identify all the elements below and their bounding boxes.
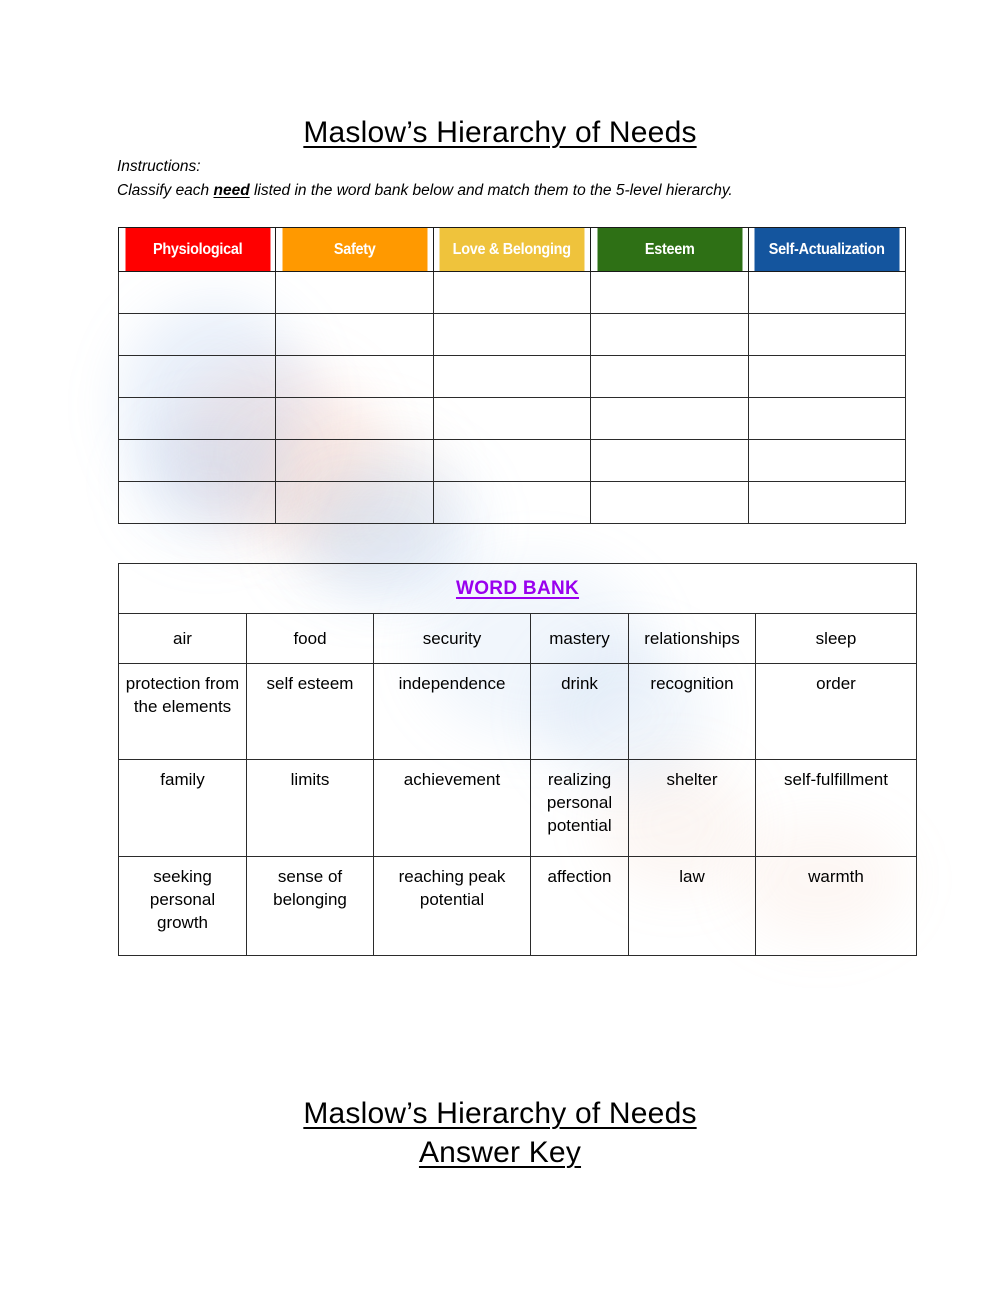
instructions-text-part1: Classify each bbox=[117, 182, 214, 199]
answer-cell[interactable] bbox=[276, 440, 433, 482]
answer-cell[interactable] bbox=[276, 314, 433, 356]
page-title bbox=[0, 116, 1000, 150]
answer-cell[interactable] bbox=[119, 356, 276, 398]
column-header-esteem: Esteem bbox=[596, 228, 742, 272]
word-bank-item[interactable]: self esteem bbox=[247, 664, 374, 760]
word-bank-item[interactable]: order bbox=[756, 664, 917, 760]
answer-cell[interactable] bbox=[119, 272, 276, 314]
word-bank-item[interactable]: warmth bbox=[756, 857, 917, 956]
word-bank-item[interactable]: protection from the elements bbox=[119, 664, 247, 760]
word-bank-item[interactable]: recognition bbox=[629, 664, 756, 760]
answer-cell[interactable] bbox=[433, 356, 590, 398]
word-bank-item[interactable]: sleep bbox=[756, 614, 917, 664]
hierarchy-table bbox=[118, 227, 906, 524]
answer-cell[interactable] bbox=[276, 356, 433, 398]
table-row bbox=[119, 440, 906, 482]
word-bank-item[interactable]: food bbox=[247, 614, 374, 664]
answer-cell[interactable] bbox=[433, 314, 590, 356]
answer-cell[interactable] bbox=[276, 482, 433, 524]
word-bank-item[interactable]: security bbox=[374, 614, 531, 664]
answer-cell[interactable] bbox=[748, 356, 905, 398]
word-bank-item[interactable]: seeking personal growth bbox=[119, 857, 247, 956]
word-bank-row bbox=[119, 760, 917, 857]
instructions-text bbox=[117, 179, 733, 203]
table-row bbox=[119, 272, 906, 314]
word-bank-item[interactable]: air bbox=[119, 614, 247, 664]
instructions-label: Instructions: bbox=[117, 158, 201, 175]
answer-cell[interactable] bbox=[119, 482, 276, 524]
answer-cell[interactable] bbox=[119, 314, 276, 356]
answer-cell[interactable] bbox=[748, 440, 905, 482]
word-bank-item[interactable]: self-fulfillment bbox=[756, 760, 917, 857]
hierarchy-header-row bbox=[119, 228, 906, 272]
word-bank-item[interactable]: family bbox=[119, 760, 247, 857]
word-bank-item[interactable]: limits bbox=[247, 760, 374, 857]
answer-cell[interactable] bbox=[748, 314, 905, 356]
answer-cell[interactable] bbox=[591, 482, 748, 524]
answer-cell[interactable] bbox=[748, 482, 905, 524]
column-header-self-actualization: Self-Actualization bbox=[754, 228, 900, 272]
instructions-emphasis-need: need bbox=[213, 182, 250, 199]
word-bank-row bbox=[119, 664, 917, 760]
answer-cell[interactable] bbox=[433, 398, 590, 440]
answer-key-subtitle-text: Answer Key bbox=[418, 1136, 582, 1169]
word-bank-item[interactable]: law bbox=[629, 857, 756, 956]
answer-cell[interactable] bbox=[591, 314, 748, 356]
word-bank-heading: WORD BANK bbox=[455, 578, 580, 599]
answer-cell[interactable] bbox=[433, 440, 590, 482]
word-bank-item[interactable]: reaching peak potential bbox=[374, 857, 531, 956]
answer-cell[interactable] bbox=[276, 398, 433, 440]
answer-cell[interactable] bbox=[433, 482, 590, 524]
answer-cell[interactable] bbox=[276, 272, 433, 314]
answer-cell[interactable] bbox=[748, 398, 905, 440]
answer-key-title bbox=[0, 1097, 1000, 1131]
answer-cell[interactable] bbox=[591, 440, 748, 482]
instructions-block bbox=[117, 155, 733, 203]
answer-cell[interactable] bbox=[119, 440, 276, 482]
answer-cell[interactable] bbox=[591, 272, 748, 314]
word-bank-item[interactable]: drink bbox=[531, 664, 629, 760]
word-bank-table bbox=[118, 563, 917, 956]
word-bank-title-row bbox=[119, 564, 917, 614]
table-row bbox=[119, 398, 906, 440]
answer-cell[interactable] bbox=[591, 356, 748, 398]
word-bank-item[interactable]: affection bbox=[531, 857, 629, 956]
word-bank-item[interactable]: shelter bbox=[629, 760, 756, 857]
answer-cell[interactable] bbox=[748, 272, 905, 314]
word-bank-row bbox=[119, 614, 917, 664]
word-bank-item[interactable]: mastery bbox=[531, 614, 629, 664]
word-bank-title-cell bbox=[119, 564, 917, 614]
table-row bbox=[119, 356, 906, 398]
word-bank-row bbox=[119, 857, 917, 956]
answer-cell[interactable] bbox=[433, 272, 590, 314]
word-bank-item[interactable]: achievement bbox=[374, 760, 531, 857]
column-header-love-and-belonging: Love & Belonging bbox=[439, 228, 585, 272]
column-header-safety: Safety bbox=[281, 228, 427, 272]
table-row bbox=[119, 482, 906, 524]
answer-cell[interactable] bbox=[591, 398, 748, 440]
instructions-text-part2: listed in the word bank below and match them to the 5-level hierarchy. bbox=[249, 182, 733, 199]
page-title-text: Maslow’s Hierarchy of Needs bbox=[303, 116, 697, 149]
table-row bbox=[119, 314, 906, 356]
word-bank-item[interactable]: independence bbox=[374, 664, 531, 760]
answer-key-subtitle bbox=[0, 1136, 1000, 1170]
word-bank-item[interactable]: relationships bbox=[629, 614, 756, 664]
word-bank-item[interactable]: realizing personal potential bbox=[531, 760, 629, 857]
column-header-physiological: Physiological bbox=[124, 228, 270, 272]
word-bank-item[interactable]: sense of belonging bbox=[247, 857, 374, 956]
hierarchy-table-body bbox=[119, 272, 906, 524]
answer-key-title-text: Maslow’s Hierarchy of Needs bbox=[303, 1097, 697, 1130]
answer-cell[interactable] bbox=[119, 398, 276, 440]
